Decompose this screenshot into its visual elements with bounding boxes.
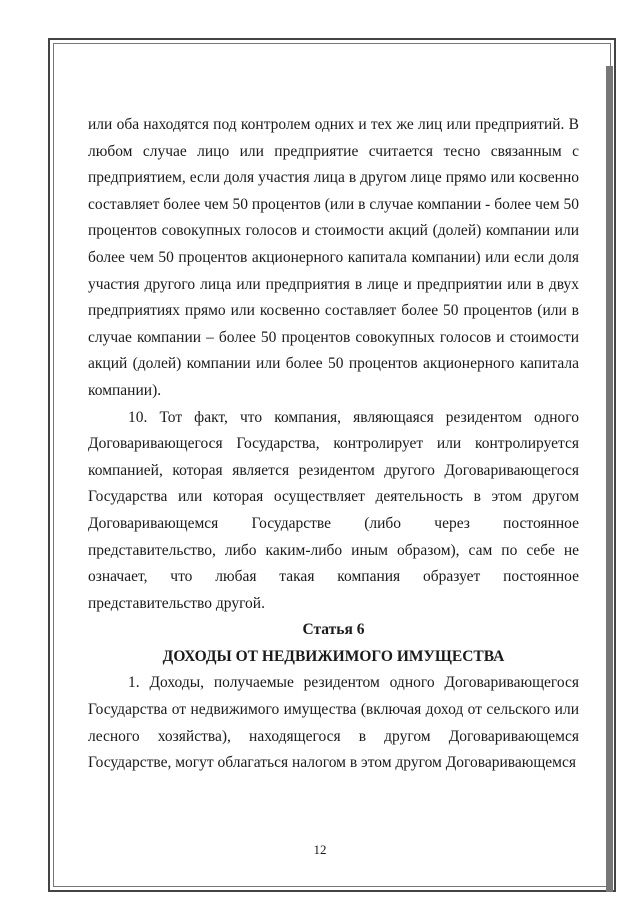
paragraph-1: 1. Доходы, получаемые резидентом одного Договаривающегося Государства от недвижимого имущества (включая доход от сельского или лесного хозяйства), находящегося в другом Договаривающемся Государстве, могут облагаться налогом в этом другом Договаривающемся <box>88 674 579 772</box>
paragraph-continuation: или оба находятся под контролем одних и тех же лиц или предприятий. В любом случае лицо или предприятие считается тесно связанным с предприятием, если доля участия лица в другом лице прямо или косвенно составляет более чем 50 процентов (или в случае компании - более чем 50 процентов совокупных голосов и стоимости акций (долей) компании или более чем 50 процентов акционерного капитала компании) или если доля участия другого лица или предприятия в лице и предприятии или в двух предприятиях прямо или косвенно составляет более 50 процентов (или в случае компании – более 50 процентов совокупных голосов и стоимости акций (долей) компании или более 50 процентов акционерного капитала компании). <box>88 116 579 399</box>
paragraph-10: 10. Тот факт, что компания, являющаяся резидентом одного Договаривающегося Государства, контролирует или контролируется компанией, которая является резидентом другого Договаривающегося Государства или которая осуществляет деятельность в этом другом Договаривающемся Государстве (либо через постоянное представительство, либо каким-либо иным образом), сам по себе не означает, что любая такая компания образует постоянное представительство другой. <box>88 408 579 612</box>
article-title: ДОХОДЫ ОТ НЕДВИЖИМОГО ИМУЩЕСТВА <box>162 647 505 665</box>
page-border-right-bar <box>606 66 613 892</box>
document-body <box>88 112 579 777</box>
article-number: Статья 6 <box>302 621 365 639</box>
page-number: 12 <box>313 842 327 857</box>
